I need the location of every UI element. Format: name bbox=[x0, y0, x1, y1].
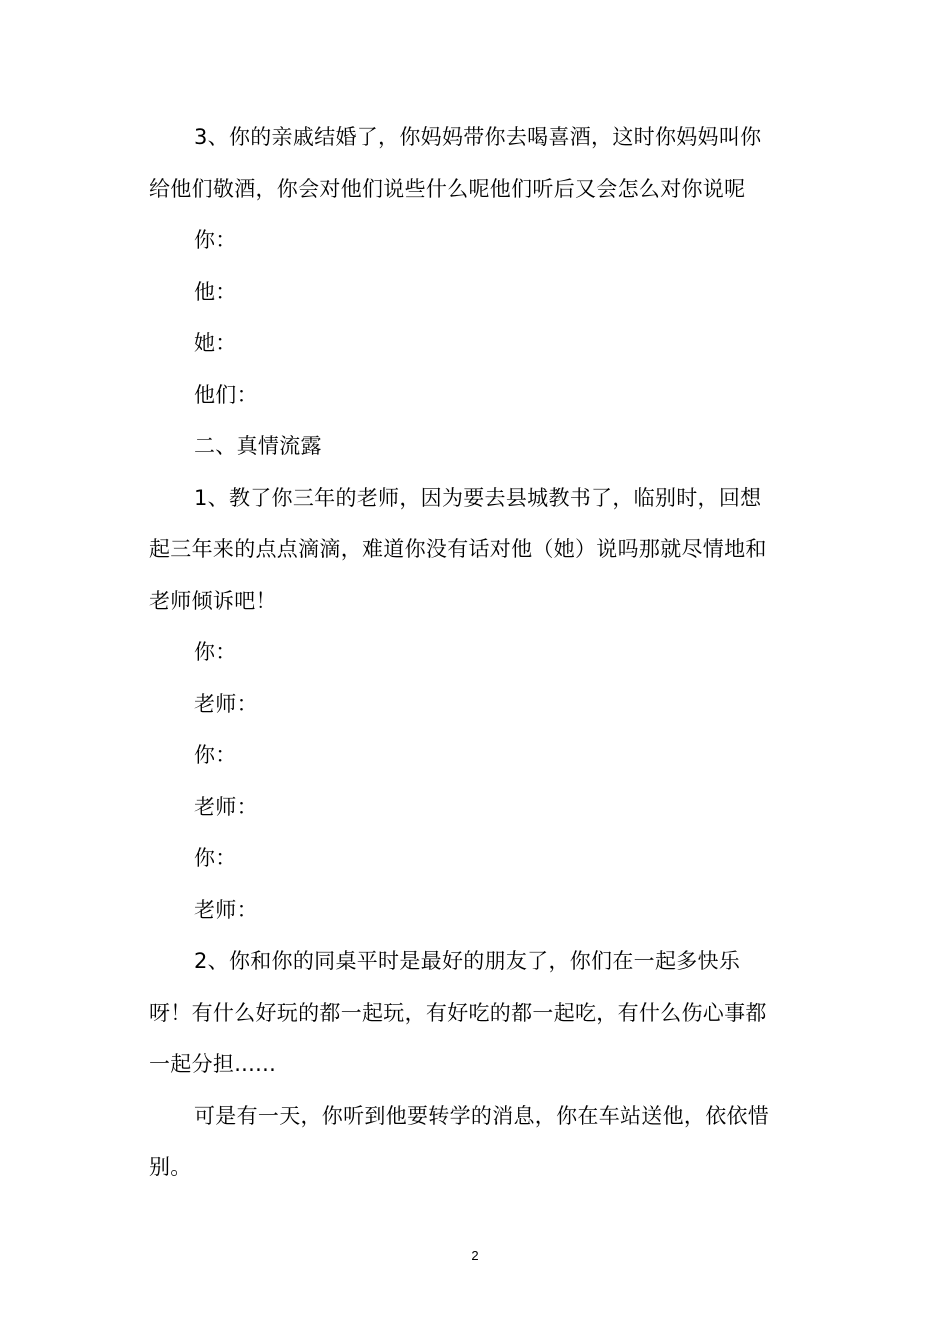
dialogue-prompt: 你： bbox=[194, 228, 237, 252]
paragraph-line: 2、你和你的同桌平时是最好的朋友了，你们在一起多快乐 bbox=[194, 949, 741, 973]
page-number: 2 bbox=[471, 1248, 479, 1263]
dialogue-prompt: 你： bbox=[194, 846, 237, 870]
dialogue-prompt: 老师： bbox=[194, 897, 258, 922]
document-body bbox=[149, 112, 801, 1194]
paragraph-line: 一起分担...... bbox=[149, 1052, 277, 1076]
paragraph-line: 老师倾诉吧！ bbox=[149, 588, 277, 613]
dialogue-prompt: 他们： bbox=[194, 382, 258, 407]
paragraph-line: 起三年来的点点滴滴，难道你没有话对他（她）说吗那就尽情地和 bbox=[149, 537, 767, 561]
dialogue-prompt: 你： bbox=[194, 743, 237, 767]
dialogue-prompt: 他： bbox=[194, 279, 237, 304]
section-heading: 二、真情流露 bbox=[194, 434, 322, 458]
dialogue-prompt: 老师： bbox=[194, 691, 258, 716]
dialogue-prompt: 她： bbox=[194, 331, 237, 355]
paragraph-line: 3、你的亲戚结婚了，你妈妈带你去喝喜酒，这时你妈妈叫你 bbox=[194, 125, 762, 149]
dialogue-prompt: 老师： bbox=[194, 794, 258, 819]
paragraph-line: 给他们敬酒，你会对他们说些什么呢他们听后又会怎么对你说呢 bbox=[149, 176, 746, 201]
paragraph-line: 别。 bbox=[149, 1155, 192, 1179]
paragraph-line: 可是有一天，你听到他要转学的消息，你在车站送他，依依惜 bbox=[194, 1103, 770, 1128]
dialogue-prompt: 你： bbox=[194, 640, 237, 664]
paragraph-line: 1、教了你三年的老师，因为要去县城教书了，临别时，回想 bbox=[194, 485, 762, 510]
paragraph-line: 呀！有什么好玩的都一起玩，有好吃的都一起吃，有什么伤心事都 bbox=[149, 1000, 767, 1025]
